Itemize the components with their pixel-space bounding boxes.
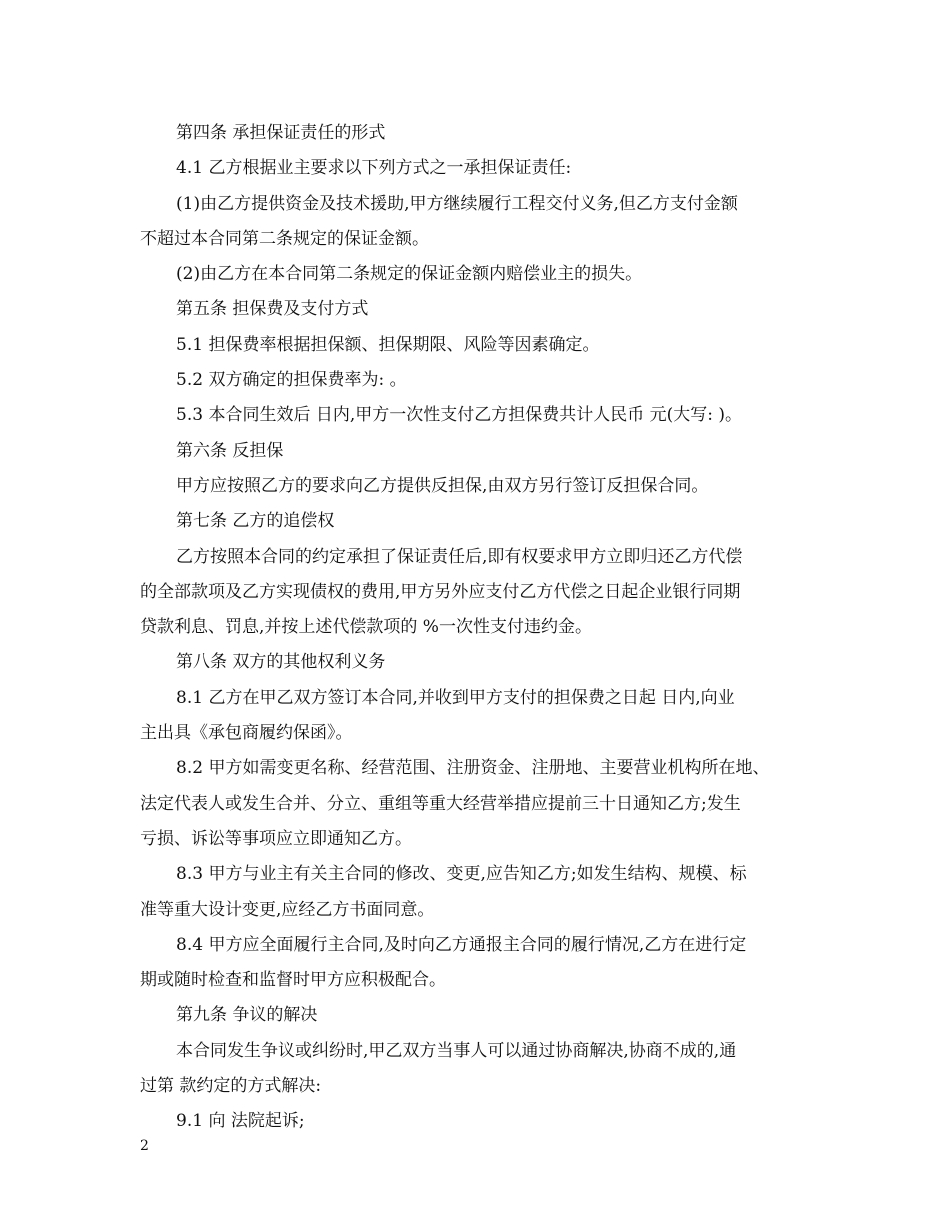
text-line: 准等重大设计变更,应经乙方书面同意。 <box>140 899 435 920</box>
text-line: 法定代表人或发生合并、分立、重组等重大经营举措应提前三十日通知乙方;发生 <box>140 793 741 814</box>
text-line: (2)由乙方在本合同第二条规定的保证金额内赔偿业主的损失。 <box>176 264 643 285</box>
text-line: 第六条 反担保 <box>176 440 284 461</box>
text-line: 第五条 担保费及支付方式 <box>176 299 369 320</box>
text-line: 乙方按照本合同的约定承担了保证责任后,即有权要求甲方立即归还乙方代偿 <box>176 546 743 567</box>
text-line: 第七条 乙方的追偿权 <box>176 511 335 532</box>
text-line: 5.3 本合同生效后 日内,甲方一次性支付乙方担保费共计人民币 元(大写: )。 <box>176 405 743 426</box>
text-line: 9.1 向 法院起诉; <box>176 1111 305 1132</box>
text-line: 5.2 双方确定的担保费率为: 。 <box>176 370 407 391</box>
text-line: 本合同发生争议或纠纷时,甲乙双方当事人可以通过协商解决,协商不成的,通 <box>176 1040 737 1061</box>
text-line: 主出具《承包商履约保函》。 <box>140 723 353 744</box>
text-line: 8.4 甲方应全面履行主合同,及时向乙方通报主合同的履行情况,乙方在进行定 <box>176 934 747 955</box>
document-body <box>140 116 820 1140</box>
page-number: 2 <box>140 1138 149 1154</box>
text-line: 8.3 甲方与业主有关主合同的修改、变更,应告知乙方;如发生结构、规模、标 <box>176 864 747 885</box>
text-line: 8.1 乙方在甲乙双方签订本合同,并收到甲方支付的担保费之日起 日内,向业 <box>176 687 735 708</box>
text-line: (1)由乙方提供资金及技术援助,甲方继续履行工程交付义务,但乙方支付金额 <box>176 193 738 214</box>
text-line: 第九条 争议的解决 <box>176 1005 318 1026</box>
text-line: 8.2 甲方如需变更名称、经营范围、注册资金、注册地、主要营业机构所在地、 <box>176 758 770 779</box>
text-line: 5.1 担保费率根据担保额、担保期限、风险等因素确定。 <box>176 334 600 355</box>
text-line: 第八条 双方的其他权利义务 <box>176 652 386 673</box>
text-line: 过第 款约定的方式解决: <box>140 1076 322 1097</box>
text-line: 期或随时检查和监督时甲方应积极配合。 <box>140 970 446 991</box>
text-line: 贷款利息、罚息,并按上述代偿款项的 %一次性支付违约金。 <box>140 617 592 638</box>
text-line: 亏损、诉讼等事项应立即通知乙方。 <box>140 828 412 849</box>
text-line: 4.1 乙方根据业主要求以下列方式之一承担保证责任: <box>176 158 572 179</box>
text-line: 不超过本合同第二条规定的保证金额。 <box>140 228 429 249</box>
text-line: 甲方应按照乙方的要求向乙方提供反担保,由双方另行签订反担保合同。 <box>176 475 709 496</box>
text-line: 第四条 承担保证责任的形式 <box>176 123 386 143</box>
text-line: 的全部款项及乙方实现债权的费用,甲方另外应支付乙方代偿之日起企业银行同期 <box>140 581 741 602</box>
